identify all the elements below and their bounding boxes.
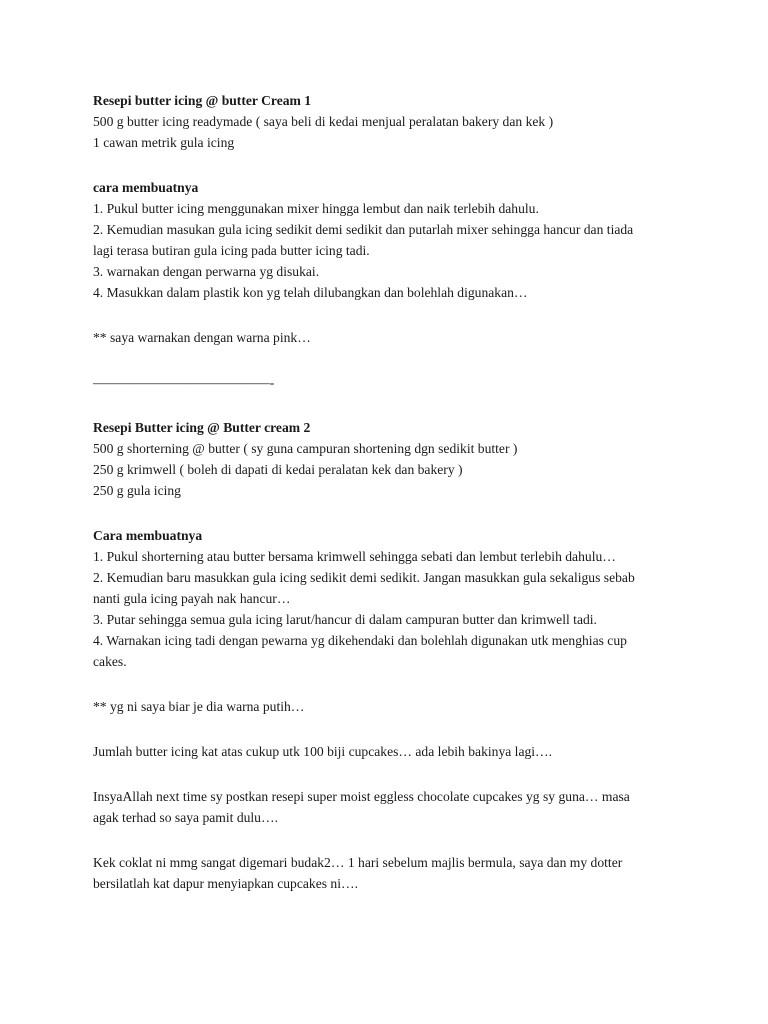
recipe1-step: lagi terasa butiran gula icing pada butter icing tadi. <box>93 243 370 258</box>
closing-paragraph: bersilatlah kat dapur menyiapkan cupcakes ni…. <box>93 876 358 891</box>
recipe1-step: 2. Kemudian masukan gula icing sedikit demi sedikit dan putarlah mixer sehingga hancur dan tiada <box>93 222 634 237</box>
recipe2-step: 2. Kemudian baru masukkan gula icing sedikit demi sedikit. Jangan masukkan gula sekaligus sebab <box>93 570 635 585</box>
recipe2-step: 4. Warnakan icing tadi dengan pewarna yg dikehendaki dan bolehlah digunakan utk menghias cup <box>93 633 627 648</box>
recipe2-ingredient: 250 g gula icing <box>93 483 181 498</box>
recipe2-note: ** yg ni saya biar je dia warna putih… <box>93 699 305 714</box>
recipe1-ingredient: 500 g butter icing readymade ( saya beli di kedai menjual peralatan bakery dan kek ) <box>93 114 554 129</box>
recipe2-ingredient: 500 g shorterning @ butter ( sy guna campuran shortening dgn sedikit butter ) <box>93 441 518 456</box>
recipe2-method-heading: Cara membuatnya <box>93 528 203 543</box>
recipe1-step: 1. Pukul butter icing menggunakan mixer hingga lembut dan naik terlebih dahulu. <box>93 201 539 216</box>
closing-paragraph: Jumlah butter icing kat atas cukup utk 100 biji cupcakes… ada lebih bakinya lagi…. <box>93 744 553 759</box>
recipe2-ingredient: 250 g krimwell ( boleh di dapati di kedai peralatan kek dan bakery ) <box>93 462 463 477</box>
recipe1-step: 3. warnakan dengan perwarna yg disukai. <box>93 264 320 279</box>
document-page <box>93 90 693 894</box>
recipe1-step: 4. Masukkan dalam plastik kon yg telah dilubangkan dan bolehlah digunakan… <box>93 285 528 300</box>
recipe2-step: 1. Pukul shorterning atau butter bersama krimwell sehingga sebati dan lembut terlebih dahulu… <box>93 549 616 564</box>
closing-paragraph: Kek coklat ni mmg sangat digemari budak2… 1 hari sebelum majlis bermula, saya dan my dotter <box>93 855 623 870</box>
recipe2-step: nanti gula icing payah nak hancur… <box>93 591 291 606</box>
recipe1-note: ** saya warnakan dengan warna pink… <box>93 330 311 345</box>
recipe1-ingredient: 1 cawan metrik gula icing <box>93 135 235 150</box>
recipe2-step: 3. Putar sehingga semua gula icing larut/hancur di dalam campuran butter dan krimwell tadi. <box>93 612 597 627</box>
recipe2-step: cakes. <box>93 654 127 669</box>
section-separator: —————————————- <box>93 375 275 390</box>
recipe2-title: Resepi Butter icing @ Butter cream 2 <box>93 420 311 435</box>
closing-paragraph: agak terhad so saya pamit dulu…. <box>93 810 278 825</box>
recipe1-title: Resepi butter icing @ butter Cream 1 <box>93 93 312 108</box>
recipe1-method-heading: cara membuatnya <box>93 180 199 195</box>
closing-paragraph: InsyaAllah next time sy postkan resepi super moist eggless chocolate cupcakes yg sy guna… masa <box>93 789 630 804</box>
